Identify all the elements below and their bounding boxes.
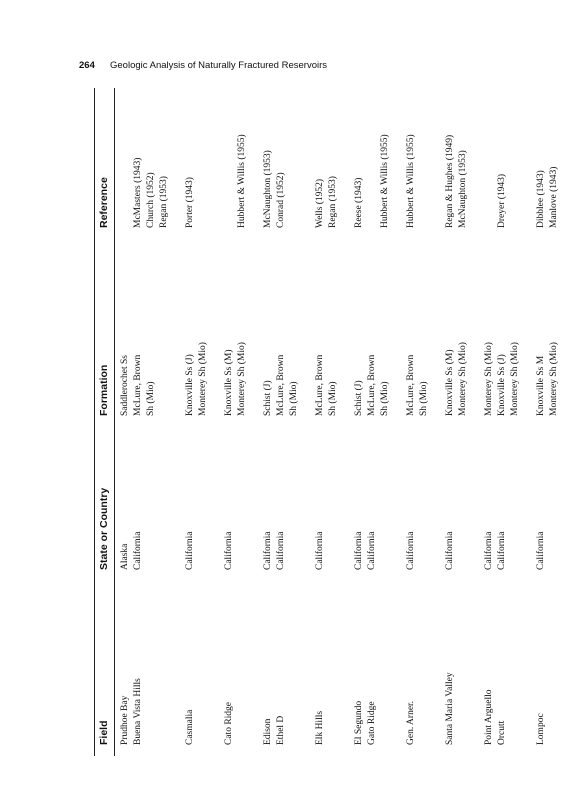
table-row	[236, 88, 249, 756]
cell-formation: Monterey Sh (Mio)	[510, 342, 520, 416]
cell-field: Buena Vista Hills	[133, 678, 143, 745]
cell-state-or-country: California	[315, 531, 325, 570]
cell-state-or-country: California	[224, 531, 234, 570]
cell-field: Point Arguello	[484, 689, 494, 745]
table-row	[483, 88, 496, 756]
table-top-rule	[94, 88, 95, 756]
table-row	[405, 88, 418, 756]
cell-field: Elk Hills	[315, 710, 325, 745]
table-row	[496, 88, 509, 756]
cell-field: Prudhoe Bay	[120, 695, 130, 745]
cell-reference: McNaughton (1953)	[458, 150, 468, 228]
cell-formation: Knoxville Ss (M)	[445, 349, 455, 416]
cell-reference: Dibblee (1943)	[536, 170, 546, 228]
table-row	[119, 88, 132, 756]
cell-formation: Knoxville Ss M	[536, 355, 546, 416]
cell-state-or-country: California	[367, 531, 377, 570]
cell-formation: Knoxville Ss (J)	[185, 354, 195, 416]
cell-reference: Regan (1953)	[328, 176, 338, 228]
cell-reference: McNaughton (1953)	[263, 150, 273, 228]
cell-state-or-country: California	[497, 531, 507, 570]
cell-reference: Hubbert & Willis (1955)	[237, 134, 247, 228]
cell-formation: Sh (Mio)	[419, 381, 429, 416]
cell-field: Ethel D	[276, 715, 286, 745]
cell-formation: Monterey Sh (Mio)	[458, 342, 468, 416]
cell-field: Orcutt	[497, 720, 507, 745]
table-row	[379, 88, 392, 756]
table-row	[535, 88, 548, 756]
cell-state-or-country: California	[484, 531, 494, 570]
cell-formation: Sh (Mio)	[328, 381, 338, 416]
cell-formation: Sh (Mio)	[289, 381, 299, 416]
cell-reference: Wells (1952)	[315, 178, 325, 228]
cell-reference: Reese (1943)	[354, 177, 364, 228]
cell-state-or-country: California	[185, 531, 195, 570]
cell-field: Casmalia	[185, 709, 195, 745]
cell-formation: Knoxville Ss (M)	[224, 349, 234, 416]
cell-reference: Porter (1943)	[185, 177, 195, 228]
cell-reference: Manlove (1943)	[549, 166, 559, 228]
cell-field: Gato Ridge	[367, 701, 377, 745]
cell-state-or-country: California	[133, 531, 143, 570]
table-row	[223, 88, 236, 756]
cell-reference: Dreyer (1943)	[497, 173, 507, 228]
book-title: Geologic Analysis of Naturally Fractured Reservoirs	[110, 60, 328, 71]
cell-reference: Hubbert & Willis (1955)	[380, 134, 390, 228]
cell-formation: Monterey Sh (Mio)	[237, 342, 247, 416]
table-row	[314, 88, 327, 756]
cell-formation: Knoxville Ss (J)	[497, 354, 507, 416]
header-formation: Formation	[98, 364, 110, 416]
header-field: Field	[98, 720, 110, 745]
cell-state-or-country: California	[445, 531, 455, 570]
table-row	[288, 88, 301, 756]
cell-state-or-country: California	[276, 531, 286, 570]
page-number: 264	[79, 60, 95, 71]
table-row	[353, 88, 366, 756]
table-row	[132, 88, 145, 756]
table-header-rule	[114, 88, 115, 756]
header-reference: Reference	[98, 177, 110, 228]
cell-state-or-country: California	[406, 531, 416, 570]
cell-field: Gen. Arner.	[406, 700, 416, 745]
cell-formation: Monterey Sh (Mio)	[198, 342, 208, 416]
cell-formation: Schist (J)	[263, 380, 273, 416]
cell-formation: McLure, Brown	[315, 354, 325, 416]
cell-state-or-country: California	[354, 531, 364, 570]
rotated-table	[88, 88, 559, 756]
cell-formation: Sh (Mio)	[380, 381, 390, 416]
cell-reference: Regan (1953)	[159, 176, 169, 228]
table-row	[197, 88, 210, 756]
cell-state-or-country: California	[536, 531, 546, 570]
table-row	[262, 88, 275, 756]
table-row	[457, 88, 470, 756]
cell-formation: Saddlerochet Ss	[120, 355, 130, 416]
table-row	[158, 88, 171, 756]
cell-field: Santa Maria Valley	[445, 672, 455, 745]
cell-formation: Monterey Sh (Mio)	[549, 342, 559, 416]
cell-formation: Sh (Mio)	[146, 381, 156, 416]
cell-formation: McLure, Brown	[367, 354, 377, 416]
table-row	[184, 88, 197, 756]
table-row	[444, 88, 457, 756]
table-row	[145, 88, 158, 756]
cell-reference: McMasters (1943)	[133, 157, 143, 228]
cell-reference: Regan & Hughes (1949)	[445, 134, 455, 228]
table-row	[327, 88, 340, 756]
cell-field: El Segundo	[354, 700, 364, 745]
table-row	[418, 88, 431, 756]
cell-formation: Schist (J)	[354, 380, 364, 416]
table-row	[275, 88, 288, 756]
table-row	[548, 88, 561, 756]
cell-field: Edison	[263, 718, 273, 745]
cell-formation: McLure, Brown	[133, 354, 143, 416]
cell-field: Cato Ridge	[224, 701, 234, 745]
cell-state-or-country: California	[263, 531, 273, 570]
running-head	[0, 60, 527, 74]
cell-reference: Church (1952)	[146, 172, 156, 228]
cell-formation: McLure, Brown	[276, 354, 286, 416]
cell-field: Lompoc	[536, 713, 546, 745]
table-row	[509, 88, 522, 756]
cell-formation: McLure, Brown	[406, 354, 416, 416]
header-state-or-country: State or Country	[98, 487, 110, 570]
table-row	[366, 88, 379, 756]
cell-reference: Hubbert & Willis (1955)	[406, 134, 416, 228]
cell-reference: Conrad (1952)	[276, 172, 286, 228]
cell-formation: Monterey Sh (Mio)	[484, 342, 494, 416]
cell-state-or-country: Alaska	[120, 543, 130, 570]
